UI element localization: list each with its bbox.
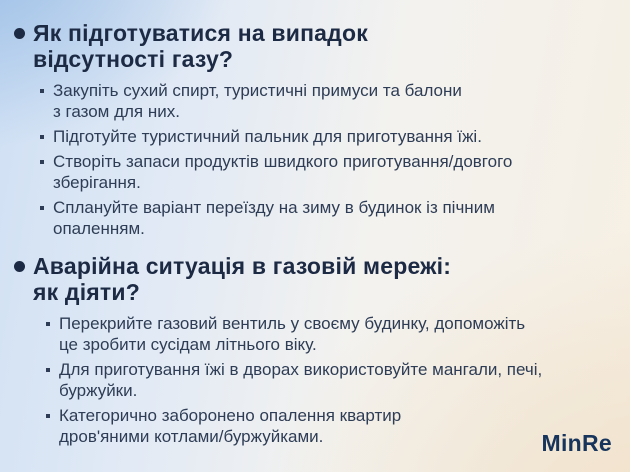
list-item — [46, 405, 614, 447]
list-item — [46, 359, 614, 401]
section-heading — [33, 253, 451, 305]
list-item-text: Категорично заборонено опалення квартир дров'яними котлами/буржуйками. — [59, 406, 402, 446]
list-item — [40, 151, 614, 193]
tips-list — [14, 80, 614, 239]
heading-row — [14, 253, 614, 305]
square-bullet-icon — [40, 135, 44, 139]
heading-line: відсутності газу? — [33, 46, 234, 72]
square-bullet-icon — [40, 206, 44, 210]
section-heading — [33, 20, 368, 72]
square-bullet-icon — [46, 414, 50, 418]
heading-line: як діяти? — [33, 279, 140, 305]
square-bullet-icon — [46, 322, 50, 326]
list-item-text: Підготуйте туристичний пальник для приготування їжі. — [53, 127, 482, 146]
heading-line: Як підготуватися на випадок — [33, 20, 368, 46]
list-item — [40, 80, 614, 122]
list-item — [46, 313, 614, 355]
heading-line: Аварійна ситуація в газовій мережі: — [33, 253, 452, 279]
square-bullet-icon — [40, 160, 44, 164]
round-bullet-icon — [14, 261, 25, 272]
tips-list — [14, 313, 614, 447]
heading-row — [14, 20, 614, 72]
list-item-text: Створіть запаси продуктів швидкого приготування/довгого зберігання. — [53, 152, 513, 192]
list-item-text: Закупіть сухий спирт, туристичні примуси та балони з газом для них. — [53, 81, 462, 121]
section-gas-absence — [14, 20, 614, 239]
list-item — [40, 126, 614, 147]
square-bullet-icon — [40, 89, 44, 93]
list-item-text: Перекрийте газовий вентиль у своєму будинку, допоможіть це зробити сусідам літнього віку. — [59, 314, 526, 354]
list-item-text: Для приготування їжі в дворах використовуйте мангали, печі, буржуйки. — [59, 360, 543, 400]
list-item-text: Сплануйте варіант переїзду на зиму в будинок із пічним опаленням. — [53, 198, 495, 238]
square-bullet-icon — [46, 368, 50, 372]
round-bullet-icon — [14, 28, 25, 39]
minre-logo: MinRe — [541, 430, 612, 456]
list-item — [40, 197, 614, 239]
section-gas-emergency — [14, 253, 614, 447]
